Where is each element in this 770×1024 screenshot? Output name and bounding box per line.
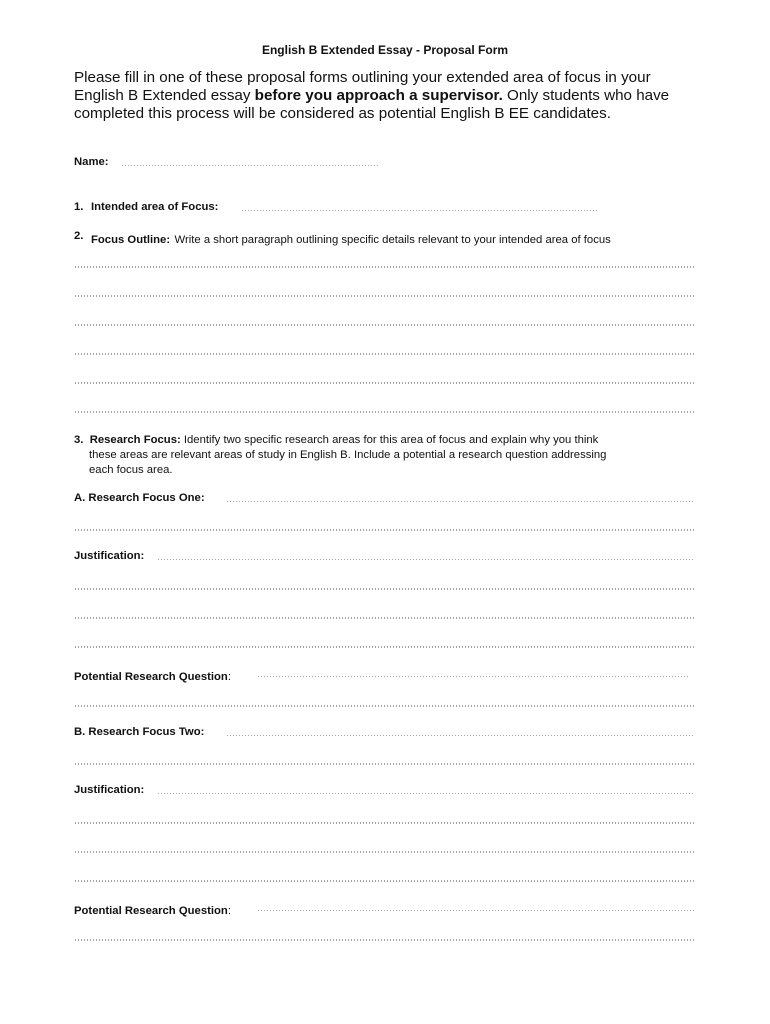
intro-text-part1: Please fill in one of these proposal forms outlining your extended area of focus in your English B Extended essay (74, 69, 651, 104)
justification-b-line[interactable] (74, 851, 696, 853)
item1-number: 1. (74, 201, 84, 213)
justification-b-field-line[interactable] (157, 793, 694, 794)
justification-a-line[interactable] (74, 617, 696, 619)
focus-outline-instructions: Write a short paragraph outlining specific details relevant to your intended area of focus (174, 234, 611, 246)
justification-a-label: Justification: (74, 550, 145, 562)
intro-emphasis: before you approach a supervisor. (254, 87, 503, 104)
research-focus-paragraph (74, 433, 704, 478)
justification-a-field-line[interactable] (157, 559, 694, 560)
focus-one-label: A. Research Focus One: (74, 492, 205, 504)
item2-number: 2. (74, 230, 84, 242)
focus-outline-line[interactable] (74, 382, 696, 384)
focus-outline-line[interactable] (74, 295, 696, 297)
focus-outline-line[interactable] (74, 266, 696, 268)
focus-two-label: B. Research Focus Two: (74, 726, 205, 738)
name-label: Name: (74, 156, 109, 168)
question-b-label: Potential Research Question (74, 905, 228, 917)
question-b-colon: : (227, 905, 231, 917)
research-focus-label: Research Focus: (89, 434, 181, 446)
question-b-extra-line[interactable] (74, 939, 696, 941)
question-a-extra-line[interactable] (74, 705, 696, 707)
research-focus-text-3: each focus area. (89, 464, 173, 476)
intro-text-part2: Only students who have completed this process will be considered as potential English B EE candidates. (74, 87, 670, 122)
question-b-heading (74, 901, 231, 919)
focus-outline-line[interactable] (74, 411, 696, 413)
focus-outline-line[interactable] (74, 353, 696, 355)
justification-a-line[interactable] (74, 646, 696, 648)
focus-outline-label: Focus Outline: (91, 234, 171, 246)
intended-area-field-line[interactable] (241, 210, 598, 211)
focus-outline-line[interactable] (74, 324, 696, 326)
justification-b-label: Justification: (74, 784, 145, 796)
focus-outline-heading (91, 230, 611, 248)
justification-b-line[interactable] (74, 822, 696, 824)
question-a-colon: : (227, 671, 231, 683)
justification-a-line[interactable] (74, 588, 696, 590)
focus-one-extra-line[interactable] (74, 529, 696, 531)
question-a-heading (74, 667, 231, 685)
form-title: English B Extended Essay - Proposal Form (261, 43, 509, 57)
intro-paragraph (74, 69, 704, 123)
focus-two-field-line[interactable] (226, 735, 694, 736)
name-field-line[interactable] (121, 165, 379, 166)
research-focus-text-1: Identify two specific research areas for this area of focus and explain why you think (183, 434, 599, 446)
justification-b-line[interactable] (74, 880, 696, 882)
research-focus-text-2: these areas are relevant areas of study in English B. Include a potential a research question addressing (89, 449, 607, 461)
intended-area-label: Intended area of Focus: (91, 201, 219, 213)
question-a-field-line[interactable] (257, 676, 689, 677)
focus-two-extra-line[interactable] (74, 763, 696, 765)
question-b-field-line[interactable] (257, 910, 696, 911)
question-a-label: Potential Research Question (74, 671, 228, 683)
focus-one-field-line[interactable] (226, 501, 694, 502)
item3-number: 3. (74, 434, 84, 446)
